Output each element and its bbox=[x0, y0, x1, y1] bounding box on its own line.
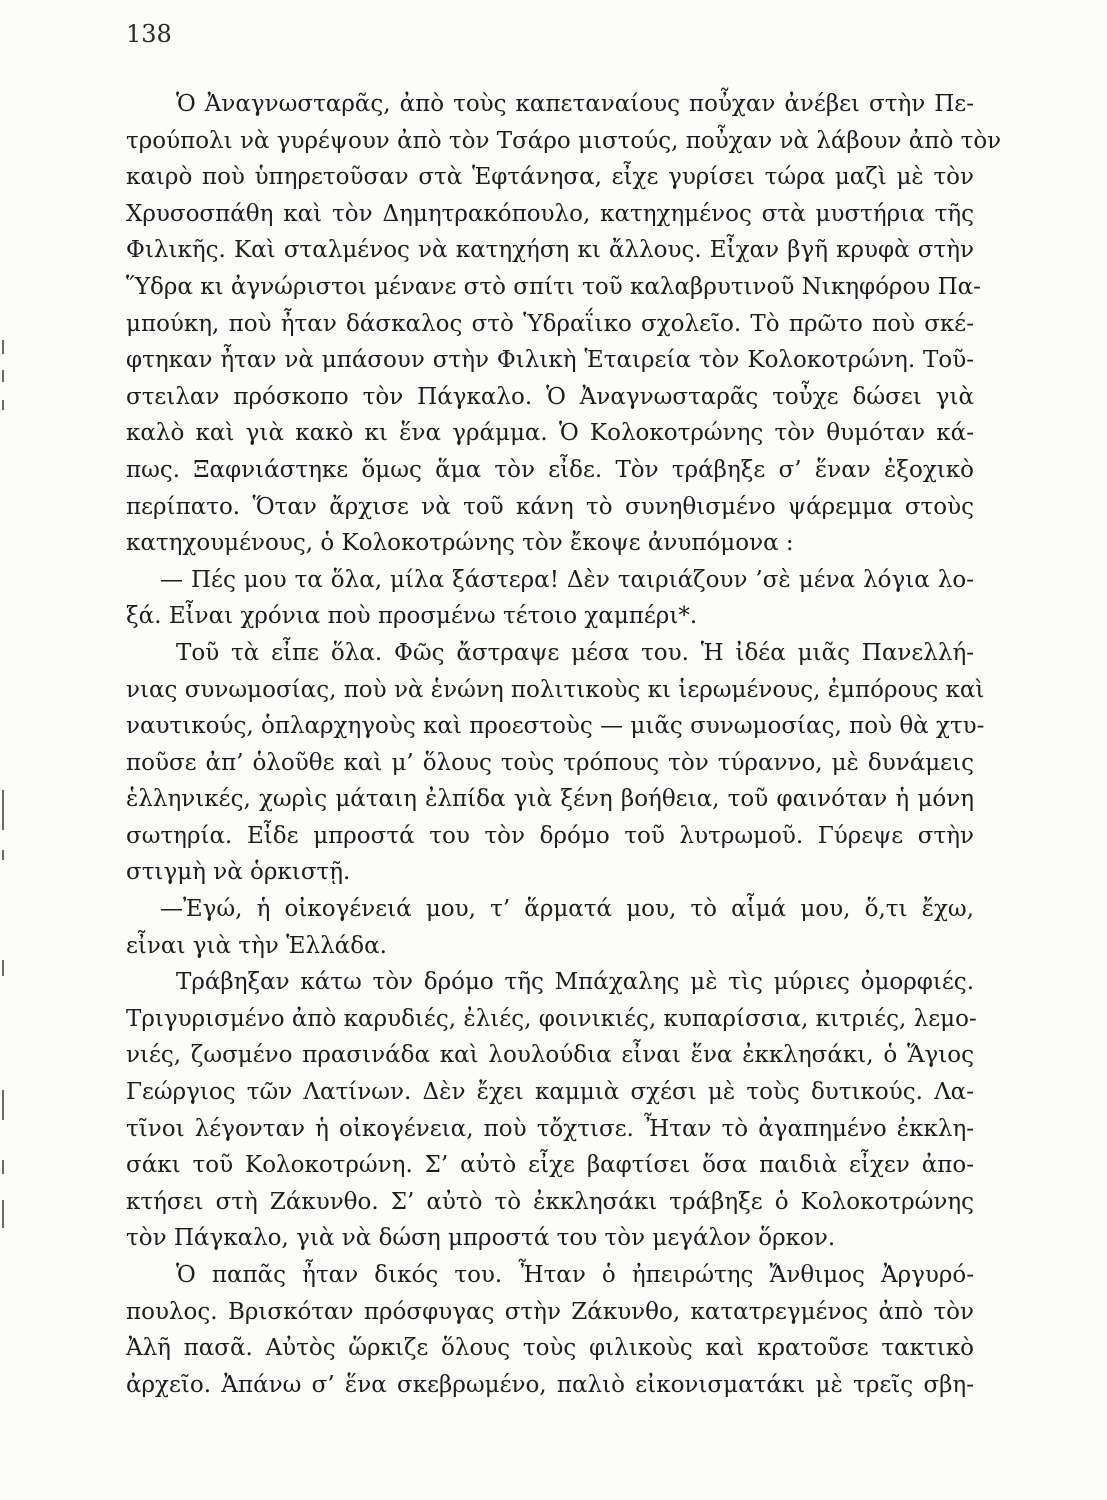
text-line: καιρὸ ποὺ ὑπηρετοῦσαν στὰ Ἑφτάνησα, εἶχε γυρίσει τώρα μαζὶ μὲ τὸν bbox=[126, 164, 974, 191]
edge-mark bbox=[2, 340, 4, 354]
text-line: — Πές μου τα ὅλα, μίλα ξάστερα! Δὲν ταιριάζουν ’σὲ μένα λόγια λο- bbox=[160, 566, 974, 593]
page-number: 138 bbox=[126, 20, 172, 48]
text-line: ναυτικούς, ὁπλαρχηγοὺς καὶ προεστοὺς — μιᾶς συνωμοσίας, ποὺ θὰ χτυ- bbox=[126, 713, 985, 740]
text-line: καλὸ καὶ γιὰ κακὸ κι ἕνα γράμμα. Ὁ Κολοκοτρώνης τὸν θυμόταν κά- bbox=[126, 420, 974, 447]
text-line: Τράβηξαν κάτω τὸν δρόμο τῆς Μπάχαλης μὲ τὶς μύριες ὀμορφιές. bbox=[176, 969, 974, 996]
edge-mark bbox=[2, 400, 4, 410]
edge-mark bbox=[2, 1160, 4, 1174]
text-line: Ἀλῆ πασᾶ. Αὐτὸς ὥρκιζε ὅλους τοὺς φιλικοὺς καὶ κρατοῦσε τακτικὸ bbox=[126, 1335, 974, 1362]
text-line: εἶναι γιὰ τὴν Ἑλλάδα. bbox=[126, 932, 387, 959]
text-line: Χρυσοσπάθη καὶ τὸν Δημητρακόπουλο, κατηχημένος στὰ μυστήρια τῆς bbox=[126, 200, 974, 227]
text-line: Φιλικῆς. Καὶ σταλμένος νὰ κατηχήση κι ἄλλους. Εἶχαν βγῆ κρυφὰ στὴν bbox=[126, 237, 974, 264]
text-line: ξά. Εἶναι χρόνια ποὺ προσμένω τέτοιο χαμπέρι*. bbox=[126, 603, 698, 630]
text-line: πως. Ξαφνιάστηκε ὅμως ἅμα τὸν εἶδε. Τὸν τράβηξε σ’ ἕναν ἐξοχικὸ bbox=[126, 456, 974, 483]
binding-edge-marks bbox=[0, 300, 10, 1500]
text-line: ἑλληνικές, χωρὶς μάταιη ἐλπίδα γιὰ ξένη βοήθεια, τοῦ φαινόταν ἡ μόνη bbox=[126, 786, 974, 813]
edge-mark bbox=[2, 960, 4, 976]
edge-mark bbox=[2, 790, 4, 830]
text-line: μπούκη, ποὺ ἦταν δάσκαλος στὸ Ὑδραΐικο σχολεῖο. Τὸ πρῶτο ποὺ σκέ- bbox=[126, 310, 974, 337]
text-line: πουλος. Βρισκόταν πρόσφυγας στὴν Ζάκυνθο, κατατρεγμένος ἀπὸ τὸν bbox=[126, 1298, 974, 1325]
text-line: σάκι τοῦ Κολοκοτρώνη. Σ’ αὐτὸ εἶχε βαφτίσει ὅσα παιδιὰ εἶχεν ἀπο- bbox=[126, 1152, 974, 1179]
text-line: στειλαν πρόσκοπο τὸν Πάγκαλο. Ὁ Ἀναγνωσταρᾶς τοὖχε δώσει γιὰ bbox=[126, 383, 974, 410]
text-line: ἀρχεῖο. Ἀπάνω σ’ ἕνα σκεβρωμένο, παλιὸ εἰκονισματάκι μὲ τρεῖς σβη- bbox=[126, 1371, 974, 1398]
text-line: Ὁ Ἀναγνωσταρᾶς, ἀπὸ τοὺς καπεταναίους ποὖχαν ἀνέβει στὴν Πε- bbox=[176, 91, 974, 117]
text-line: ποῦσε ἀπ’ ὁλοῦθε καὶ μ’ ὅλους τοὺς τρόπους τὸν τύραννο, μὲ δυνάμεις bbox=[126, 749, 974, 776]
edge-mark bbox=[2, 1200, 4, 1228]
text-line: τὸν Πάγκαλο, γιὰ νὰ δώση μπροστά του τὸν μεγάλον ὅρκον. bbox=[126, 1225, 836, 1252]
text-line: τρούπολι νὰ γυρέψουν ἀπὸ τὸν Τσάρο μιστούς, ποὖχαν νὰ λάβουν ἀπὸ τὸν bbox=[126, 127, 1002, 154]
text-line: —Ἐγώ, ἡ οἰκογένειά μου, τ’ ἅρματά μου, τὸ αἷμά μου, ὅ,τι ἔχω, bbox=[160, 896, 974, 923]
text-line: νιας συνωμοσίας, ποὺ νὰ ἑνώνη πολιτικοὺς κι ἱερωμένους, ἐμπόρους καὶ bbox=[126, 676, 985, 703]
text-line: Ὁ παπᾶς ἦταν δικός του. Ἦταν ὁ ἠπειρώτης Ἄνθιμος Ἀργυρό- bbox=[176, 1262, 974, 1288]
text-line: στιγμὴ νὰ ὁρκιστῇ. bbox=[126, 859, 351, 886]
text-line: Ὕδρα κι ἀγνώριστοι μένανε στὸ σπίτι τοῦ καλαβρυτινοῦ Νικηφόρου Πα- bbox=[126, 273, 981, 300]
text-line: φτηκαν ἦταν νὰ μπάσουν στὴν Φιλικὴ Ἑταιρεία τὸν Κολοκοτρώνη. Τοῦ- bbox=[126, 347, 974, 374]
text-line: νιές, ζωσμένο πρασινάδα καὶ λουλούδια εἶναι ἕνα ἐκκλησάκι, ὁ Ἅγιος bbox=[126, 1042, 974, 1069]
edge-mark bbox=[2, 370, 4, 382]
text-line: σωτηρία. Εἶδε μπροστά του τὸν δρόμο τοῦ λυτρωμοῦ. Γύρεψε στὴν bbox=[126, 822, 974, 849]
body-text bbox=[126, 86, 1002, 1403]
text-line: Γεώργιος τῶν Λατίνων. Δὲν ἔχει καμμιὰ σχέσι μὲ τοὺς δυτικούς. Λα- bbox=[126, 1079, 974, 1106]
text-line: Τριγυρισμένο ἀπὸ καρυδιές, ἐλιές, φοινικιές, κυπαρίσσια, κιτριές, λεμο- bbox=[126, 1005, 977, 1032]
text-line: κτήσει στὴ Ζάκυνθο. Σ’ αὐτὸ τὸ ἐκκλησάκι τράβηξε ὁ Κολοκοτρώνης bbox=[126, 1188, 974, 1215]
text-line: κατηχουμένους, ὁ Κολοκοτρώνης τὸν ἔκοψε ἀνυπόμονα : bbox=[126, 530, 794, 557]
text-line: τῖνοι λέγονταν ἡ οἰκογένεια, ποὺ τὄχτισε. Ἦταν τὸ ἀγαπημένο ἐκκλη- bbox=[126, 1115, 974, 1142]
text-line: Τοῦ τὰ εἶπε ὅλα. Φῶς ἄστραψε μέσα του. Ἡ ἰδέα μιᾶς Πανελλή- bbox=[176, 639, 974, 666]
edge-mark bbox=[2, 1090, 4, 1120]
text-line: περίπατο. Ὅταν ἄρχισε νὰ τοῦ κάνη τὸ συνηθισμένο ψάρεμμα στοὺς bbox=[126, 493, 974, 520]
edge-mark bbox=[2, 850, 4, 860]
